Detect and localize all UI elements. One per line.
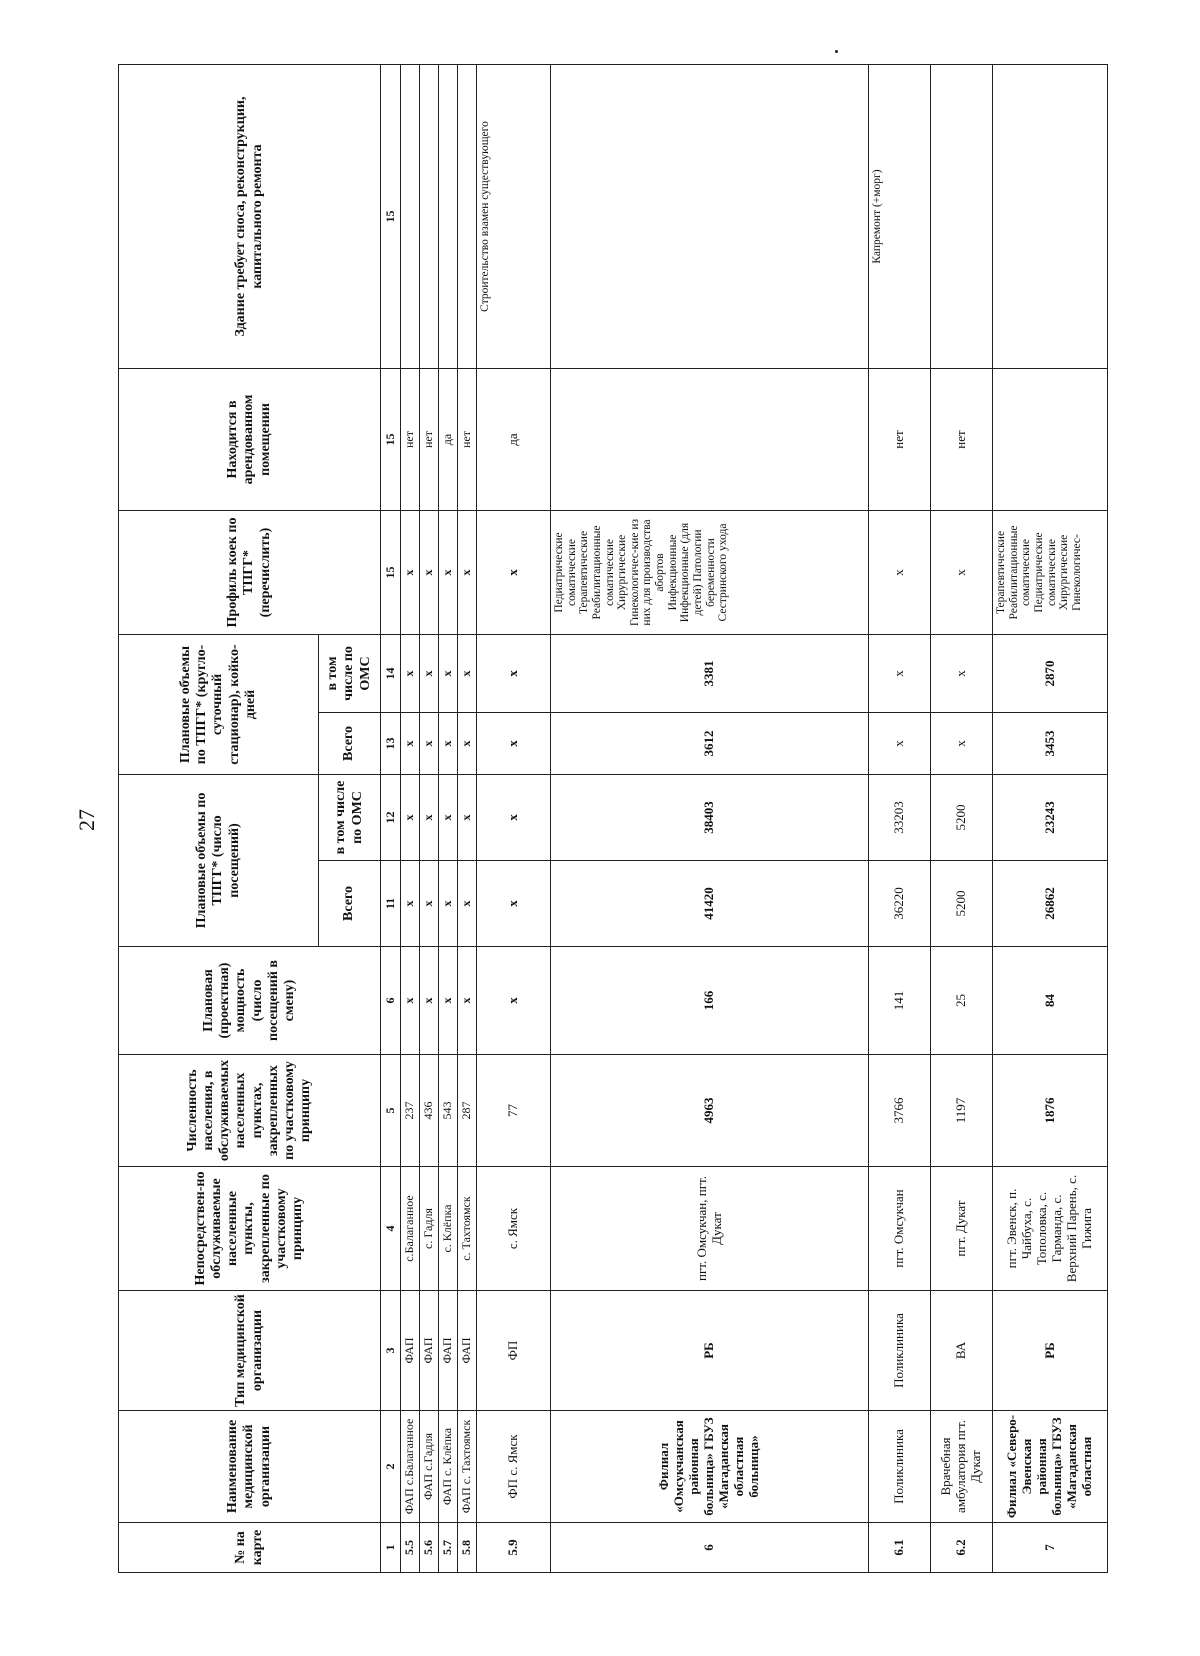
cell-rented: да — [439, 368, 458, 510]
cell-population: 237 — [401, 1055, 420, 1167]
cell-beds-total: x — [420, 713, 439, 775]
col-number: 15 — [381, 64, 401, 368]
col-number: 2 — [381, 1411, 401, 1523]
cell-visits-oms: 23243 — [993, 775, 1108, 861]
cell-capacity: 84 — [993, 947, 1108, 1055]
col-number: 3 — [381, 1291, 401, 1411]
cell-beds-total: x — [439, 713, 458, 775]
col-number: 14 — [381, 634, 401, 712]
cell-type: ВА — [931, 1291, 993, 1411]
cell-repair: Капремонт (+морг) — [869, 64, 931, 368]
cell-visits-oms: 5200 — [931, 775, 993, 861]
cell-profile: x — [477, 510, 551, 634]
header-beds-total: Всего — [319, 713, 381, 775]
cell-settlements: с. Клёпка — [439, 1167, 458, 1291]
cell-visits-oms: 33203 — [869, 775, 931, 861]
cell-visits-total: 5200 — [931, 861, 993, 947]
cell-capacity: x — [477, 947, 551, 1055]
cell-beds-total: x — [401, 713, 420, 775]
header-org-name: Наименование медицинской организации — [119, 1411, 381, 1523]
cell-rented — [993, 368, 1108, 510]
cell-visits-oms: x — [439, 775, 458, 861]
cell-beds-oms: x — [439, 634, 458, 712]
cell-beds-total: x — [477, 713, 551, 775]
cell-rented: нет — [420, 368, 439, 510]
cell-beds-oms: x — [401, 634, 420, 712]
cell-profile: x — [458, 510, 477, 634]
column-number-row — [381, 64, 401, 1572]
col-number: 12 — [381, 775, 401, 861]
header-visits-total: Всего — [319, 861, 381, 947]
cell-repair — [439, 64, 458, 368]
cell-repair: Строительство взамен существующего — [477, 64, 551, 368]
cell-capacity: 141 — [869, 947, 931, 1055]
cell-beds-total: x — [931, 713, 993, 775]
cell-profile: x — [420, 510, 439, 634]
cell-beds-oms: x — [477, 634, 551, 712]
cell-visits-total: x — [439, 861, 458, 947]
header-rented: Находится в арендованном помещении — [119, 368, 381, 510]
cell-name: Врачебная амбулатория пгт. Дукат — [931, 1411, 993, 1523]
header-beds-oms: в том числе по ОМС — [319, 634, 381, 712]
cell-repair — [420, 64, 439, 368]
cell-no: 6.1 — [869, 1523, 931, 1573]
cell-name: ФАП с.Гадля — [420, 1411, 439, 1523]
cell-no: 5.6 — [420, 1523, 439, 1573]
cell-beds-oms: x — [931, 634, 993, 712]
cell-name: Филиал «Омсукчанская районная больница» ГБУЗ «Магаданская областная больница» — [551, 1411, 869, 1523]
header-map-number: № на карте — [119, 1523, 381, 1573]
header-visit-volumes: Плановые объемы по ТПГГ* (число посещений) — [119, 775, 319, 947]
header-org-type: Тип медицинской организации — [119, 1291, 381, 1411]
cell-name: ФАП с. Тахтоямск — [458, 1411, 477, 1523]
table-row — [993, 64, 1108, 1572]
cell-population: 287 — [458, 1055, 477, 1167]
header-bed-profile: Профиль коек по ТПГГ* (перечислить) — [119, 510, 381, 634]
cell-profile: Терапевтические Реабилитационные соматические Педиатрические соматические Хирургические Гинекологичес- — [993, 510, 1108, 634]
table-row — [458, 64, 477, 1572]
cell-profile: x — [869, 510, 931, 634]
cell-settlements: пгт. Омсукчан — [869, 1167, 931, 1291]
cell-population: 436 — [420, 1055, 439, 1167]
cell-visits-oms: x — [458, 775, 477, 861]
cell-visits-total: 26862 — [993, 861, 1108, 947]
cell-no: 7 — [993, 1523, 1108, 1573]
medical-facilities-table — [118, 64, 1108, 1573]
cell-beds-total: x — [458, 713, 477, 775]
col-number: 15 — [381, 510, 401, 634]
cell-beds-total: x — [869, 713, 931, 775]
cell-settlements: пгт. Омсукчан, пгт. Дукат — [551, 1167, 869, 1291]
cell-no: 6 — [551, 1523, 869, 1573]
cell-visits-total: 36220 — [869, 861, 931, 947]
table-row — [551, 64, 869, 1572]
cell-visits-total: x — [420, 861, 439, 947]
cell-profile: x — [931, 510, 993, 634]
cell-rented: нет — [401, 368, 420, 510]
cell-profile: x — [401, 510, 420, 634]
cell-visits-oms: x — [420, 775, 439, 861]
cell-settlements: пгт. Эвенск, п. Чайбуха, с. Тополовка, с. Гарманда, с. Верхний Парень, с. Гижига — [993, 1167, 1108, 1291]
cell-visits-oms: x — [477, 775, 551, 861]
col-number: 13 — [381, 713, 401, 775]
cell-capacity: 166 — [551, 947, 869, 1055]
cell-repair — [993, 64, 1108, 368]
header-capacity: Плановая (проектная) мощность (число посещений в смену) — [119, 947, 381, 1055]
cell-type: ФАП — [439, 1291, 458, 1411]
cell-beds-oms: x — [458, 634, 477, 712]
cell-beds-total: 3453 — [993, 713, 1108, 775]
cell-capacity: x — [439, 947, 458, 1055]
cell-beds-oms: 3381 — [551, 634, 869, 712]
cell-profile: Педиатрические соматические Терапевтические Реабилитационные соматические Хирургические Гинекологичес-кие из них для производства абортов Инфекционные Инфекционные (для детей) Патологии беременности Сестринского ухода — [551, 510, 869, 634]
col-number: 11 — [381, 861, 401, 947]
cell-population: 77 — [477, 1055, 551, 1167]
cell-population: 3766 — [869, 1055, 931, 1167]
cell-population: 1197 — [931, 1055, 993, 1167]
cell-beds-oms: x — [869, 634, 931, 712]
cell-beds-total: 3612 — [551, 713, 869, 775]
cell-name: Филиал «Северо-Эвенская районная больница» ГБУЗ «Магаданская областная — [993, 1411, 1108, 1523]
cell-population: 543 — [439, 1055, 458, 1167]
col-number: 6 — [381, 947, 401, 1055]
cell-beds-oms: x — [420, 634, 439, 712]
cell-visits-oms: x — [401, 775, 420, 861]
cell-no: 5.5 — [401, 1523, 420, 1573]
cell-type: ФАП — [401, 1291, 420, 1411]
scan-speck — [835, 50, 838, 53]
cell-type: РБ — [993, 1291, 1108, 1411]
page-number: 27 — [74, 809, 99, 831]
cell-no: 5.7 — [439, 1523, 458, 1573]
table-row — [477, 64, 551, 1572]
header-population: Численность населения, в обслуживаемых населенных пунктах, закрепленных по участковому принципу — [119, 1055, 381, 1167]
cell-type: РБ — [551, 1291, 869, 1411]
cell-visits-total: x — [401, 861, 420, 947]
cell-settlements: с. Гадля — [420, 1167, 439, 1291]
cell-name: ФАП с.Балаганное — [401, 1411, 420, 1523]
cell-population: 1876 — [993, 1055, 1108, 1167]
cell-type: ФАП — [420, 1291, 439, 1411]
cell-beds-oms: 2870 — [993, 634, 1108, 712]
cell-capacity: x — [420, 947, 439, 1055]
cell-rented: да — [477, 368, 551, 510]
cell-no: 5.8 — [458, 1523, 477, 1573]
table-row — [420, 64, 439, 1572]
cell-capacity: x — [458, 947, 477, 1055]
cell-visits-total: 41420 — [551, 861, 869, 947]
cell-repair — [931, 64, 993, 368]
table-row — [931, 64, 993, 1572]
cell-settlements: с. Ямск — [477, 1167, 551, 1291]
header-visits-oms: в том числе по ОМС — [319, 775, 381, 861]
header-settlements: Непосредствен-но обслуживаемые населенные пункты, закрепленные по участковому принципу — [119, 1167, 381, 1291]
cell-rented: нет — [931, 368, 993, 510]
cell-type: ФАП — [458, 1291, 477, 1411]
cell-repair — [401, 64, 420, 368]
cell-capacity: x — [401, 947, 420, 1055]
cell-rented: нет — [869, 368, 931, 510]
cell-no: 5.9 — [477, 1523, 551, 1573]
cell-name: Поликлиника — [869, 1411, 931, 1523]
table-row — [869, 64, 931, 1572]
cell-settlements: пгт. Дукат — [931, 1167, 993, 1291]
cell-rented: нет — [458, 368, 477, 510]
cell-visits-total: x — [458, 861, 477, 947]
table-row — [401, 64, 420, 1572]
cell-settlements: с. Тахтоямск — [458, 1167, 477, 1291]
cell-no: 6.2 — [931, 1523, 993, 1573]
cell-rented — [551, 368, 869, 510]
cell-name: ФАП с. Клёпка — [439, 1411, 458, 1523]
cell-capacity: 25 — [931, 947, 993, 1055]
cell-type: ФП — [477, 1291, 551, 1411]
col-number: 15 — [381, 368, 401, 510]
cell-type: Поликлиника — [869, 1291, 931, 1411]
cell-repair — [551, 64, 869, 368]
cell-profile: x — [439, 510, 458, 634]
cell-population: 4963 — [551, 1055, 869, 1167]
rotated-table-container — [118, 65, 1094, 1573]
table-row — [439, 64, 458, 1572]
col-number: 5 — [381, 1055, 401, 1167]
col-number: 4 — [381, 1167, 401, 1291]
cell-visits-total: x — [477, 861, 551, 947]
cell-name: ФП с. Ямск — [477, 1411, 551, 1523]
header-bed-volumes: Плановые объемы по ТПГГ* (кругло-суточный стационар), койко-дней — [119, 634, 319, 774]
cell-settlements: с.Балаганное — [401, 1167, 420, 1291]
cell-visits-oms: 38403 — [551, 775, 869, 861]
cell-repair — [458, 64, 477, 368]
col-number: 1 — [381, 1523, 401, 1573]
header-repair: Здание требует сноса, реконструкции, капитального ремонта — [119, 64, 381, 368]
